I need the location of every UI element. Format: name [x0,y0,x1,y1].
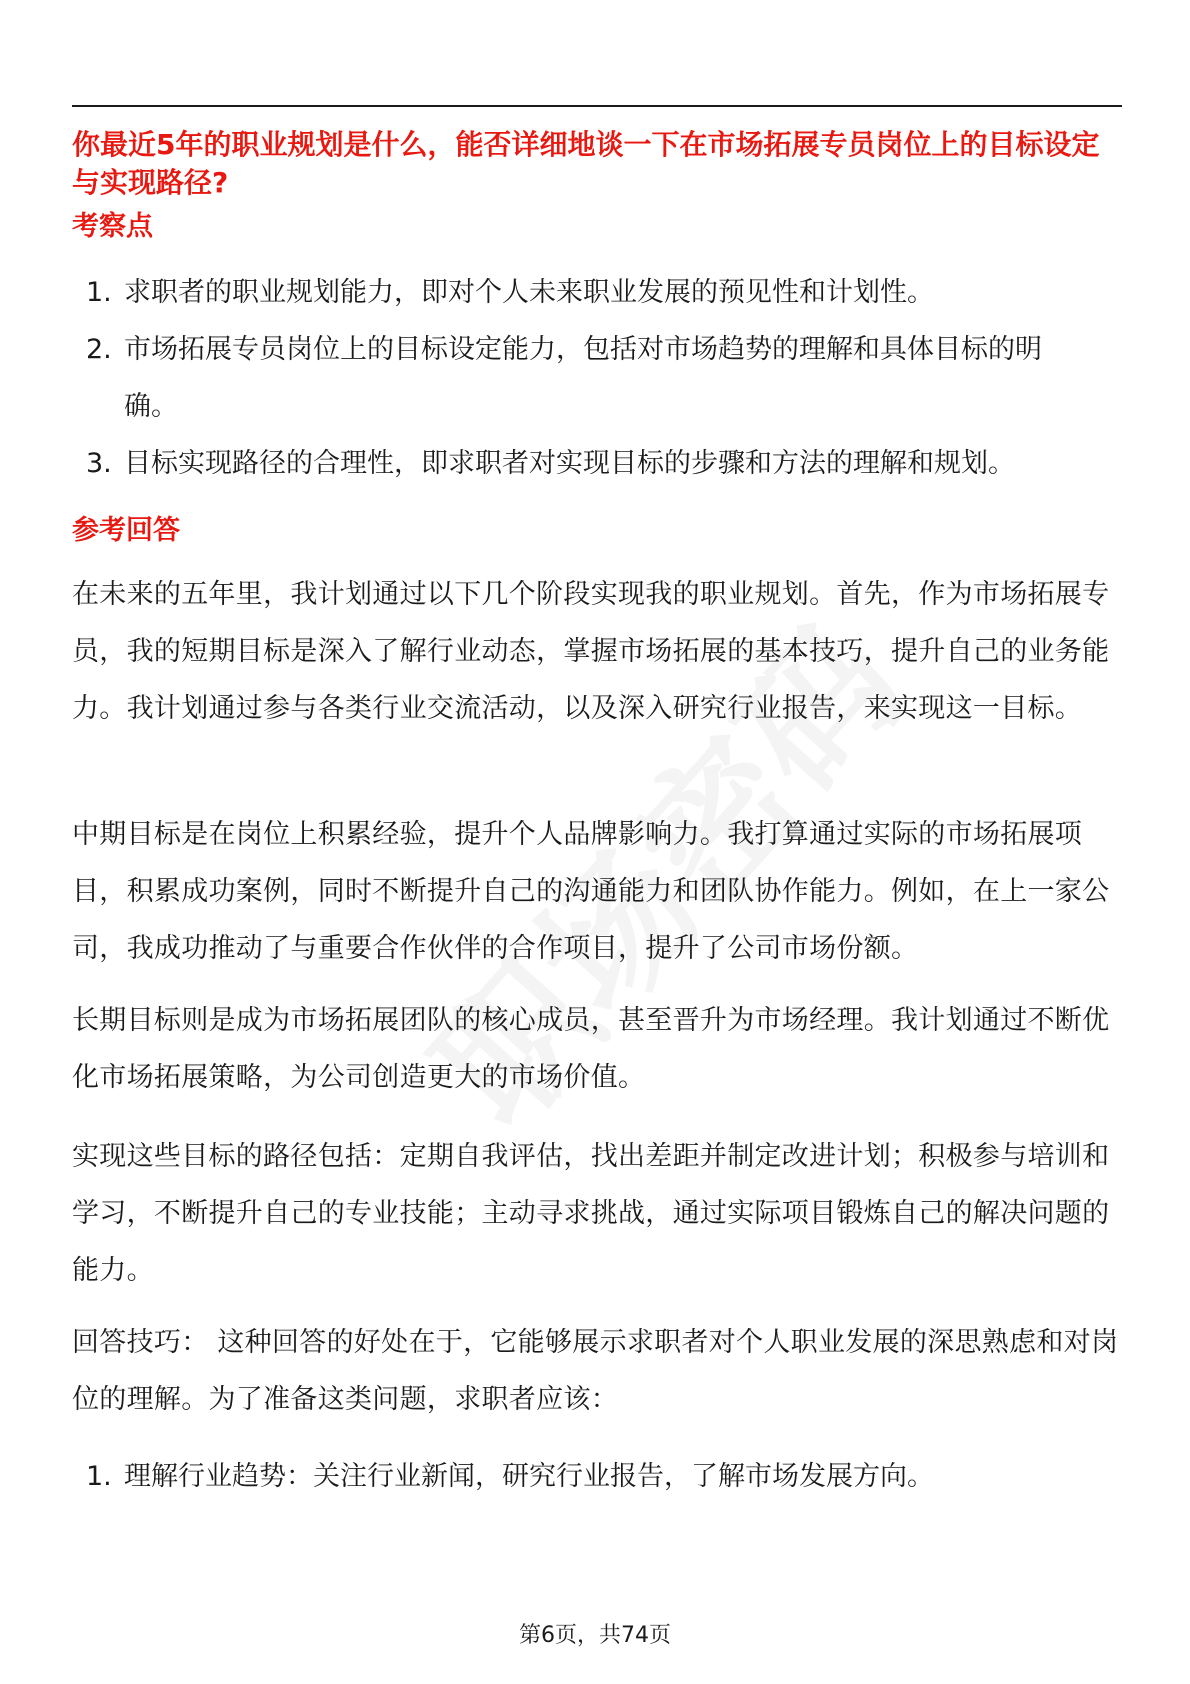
list-text: 求职者的职业规划能力，即对个人未来职业发展的预见性和计划性。 [124,277,934,308]
list-number: 1. [86,1461,112,1492]
answer-paragraph: 实现这些目标的路径包括：定期自我评估，找出差距并制定改进计划；积极参与培训和学习，不断提升自己的专业技能；主动寻求挑战，通过实际项目锻炼自己的解决问题的能力。 [72,1141,1110,1286]
list-item [72,435,1084,492]
list-number: 2. [86,334,112,365]
answer-paragraph: 在未来的五年里，我计划通过以下几个阶段实现我的职业规划。首先，作为市场拓展专员，我的短期目标是深入了解行业动态，掌握市场拓展的基本技巧，提升自己的业务能力。我计划通过参与各类行业交流活动，以及深入研究行业报告，来实现这一目标。 [72,579,1110,724]
answer-paragraph: 中期目标是在岗位上积累经验，提升个人品牌影响力。我打算通过实际的市场拓展项目，积累成功案例，同时不断提升自己的沟通能力和团队协作能力。例如，在上一家公司，我成功推动了与重要合作伙伴的合作项目，提升了公司市场份额。 [72,819,1110,964]
answer-paragraph: 长期目标则是成为市场拓展团队的核心成员，甚至晋升为市场经理。我计划通过不断优化市场拓展策略，为公司创造更大的市场价值。 [72,1005,1110,1093]
list-number: 1. [86,277,112,308]
page-footer: 第6页，共74页 [519,1623,671,1648]
list-text: 理解行业趋势：关注行业新闻，研究行业报告，了解市场发展方向。 [124,1461,934,1492]
answer-section-title: 参考回答 [72,515,180,546]
list-item [72,264,1084,321]
question-heading: 你最近5年的职业规划是什么，能否详细地谈一下在市场拓展专员岗位上的目标设定与实现路径? [72,128,1100,199]
answer-paragraph: 回答技巧： 这种回答的好处在于，它能够展示求职者对个人职业发展的深思熟虑和对岗位的理解。为了准备这类问题，求职者应该： [72,1327,1119,1415]
tips-list [72,1448,1122,1505]
list-item [72,1448,1122,1505]
header-rule [72,105,1122,107]
list-number: 3. [86,448,112,479]
focus-list [72,264,1122,492]
list-text: 目标实现路径的合理性，即求职者对实现目标的步骤和方法的理解和规划。 [124,448,1015,479]
focus-section-title: 考察点 [72,211,153,242]
list-text: 市场拓展专员岗位上的目标设定能力，包括对市场趋势的理解和具体目标的明确。 [124,334,1042,422]
document-page [72,0,1122,1684]
list-item [72,321,1084,435]
